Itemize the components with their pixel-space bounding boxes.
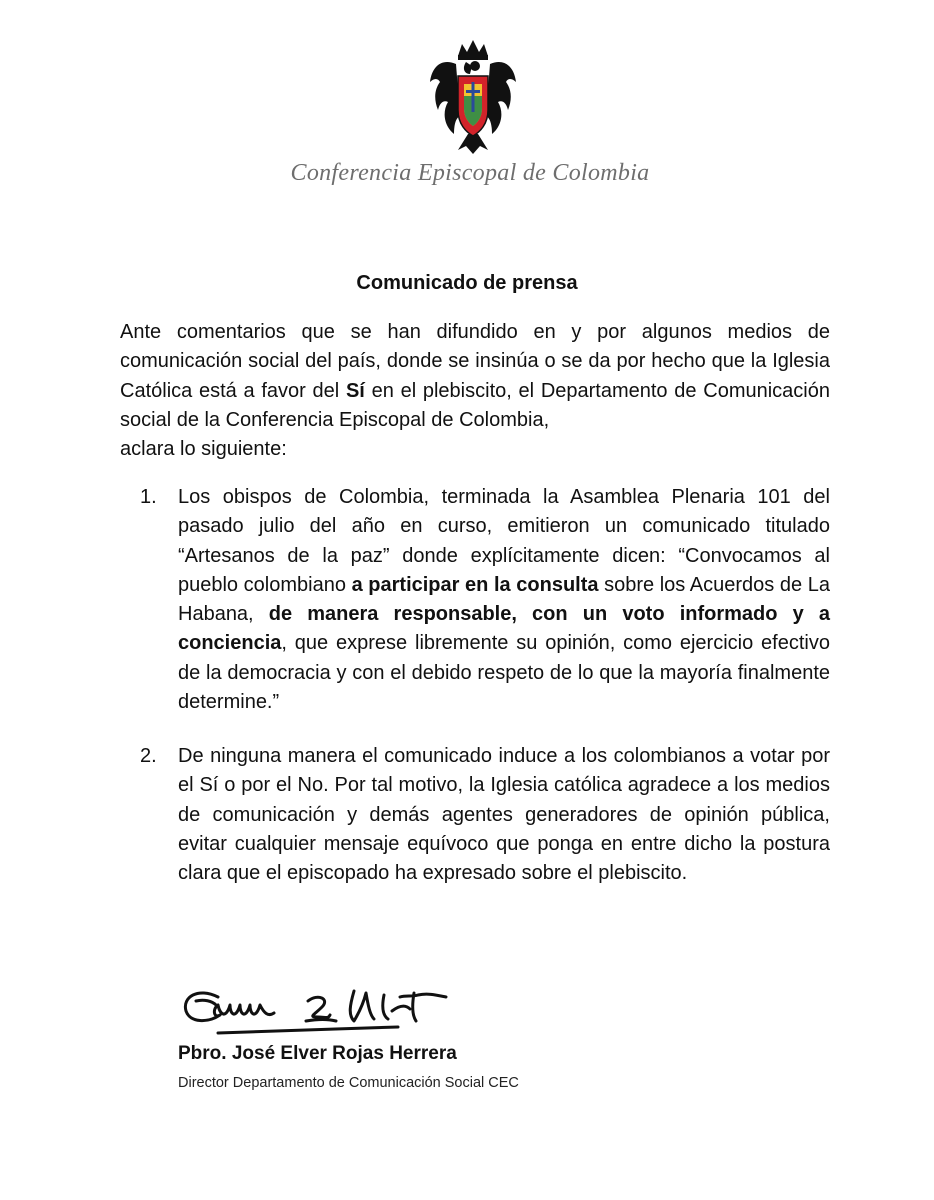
list-item-1 — [140, 483, 830, 717]
list-item-text: De ninguna manera el comunicado induce a los colombianos a votar por el Sí o por el No. Por tal motivo, la Iglesia católica agradece a los medios de comunicación y demás agentes generadores de opinión pública, evitar cualquier mensaje equívoco que ponga en entre dicho la postura clara que el episcopado ha expresado sobre el plebiscito. — [178, 745, 830, 885]
coat-of-arms-logo — [428, 38, 518, 156]
intro-bold-si: Sí — [345, 379, 365, 402]
crown-icon — [458, 40, 488, 60]
signer-name: Pbro. José Elver Rojas Herrera — [178, 1043, 457, 1064]
list-number: 2. — [140, 745, 157, 767]
list-item-2 — [140, 742, 830, 888]
organization-name: Conferencia Episcopal de Colombia — [290, 160, 650, 186]
page-title: Comunicado de prensa — [356, 272, 578, 294]
list-number: 1. — [140, 486, 157, 508]
intro-text: Ante comentarios que se han difundido en y por algunos medios de comunicación social del país, donde se insinúa o se da por hecho que la Iglesia Católica está a favor del Sí en el plebiscito, el Departamento de Comunicación social de la Conferencia Episcopal de Colombia, — [120, 321, 830, 431]
intro-paragraph — [120, 318, 830, 464]
handwritten-signature — [178, 975, 478, 1047]
intro-last-line: aclara lo siguiente: — [120, 438, 287, 461]
list-item-text: Los obispos de Colombia, terminada la Asamblea Plenaria 101 del pasado julio del año en curso, emitieron un comunicado titulado “Artesanos de la paz” donde explícitamente dicen: “Convocamos al pueblo colombiano a participar en la consulta sobre los Acuerdos de La Habana, de manera responsable, con un voto informado y a conciencia, que exprese libremente su opinión, como ejercicio efectivo de la democracia y con el debido respeto de lo que la mayoría finalmente determine.” — [178, 486, 830, 714]
signer-role: Director Departamento de Comunicación Social CEC — [178, 1075, 519, 1091]
shield-icon — [458, 76, 488, 136]
